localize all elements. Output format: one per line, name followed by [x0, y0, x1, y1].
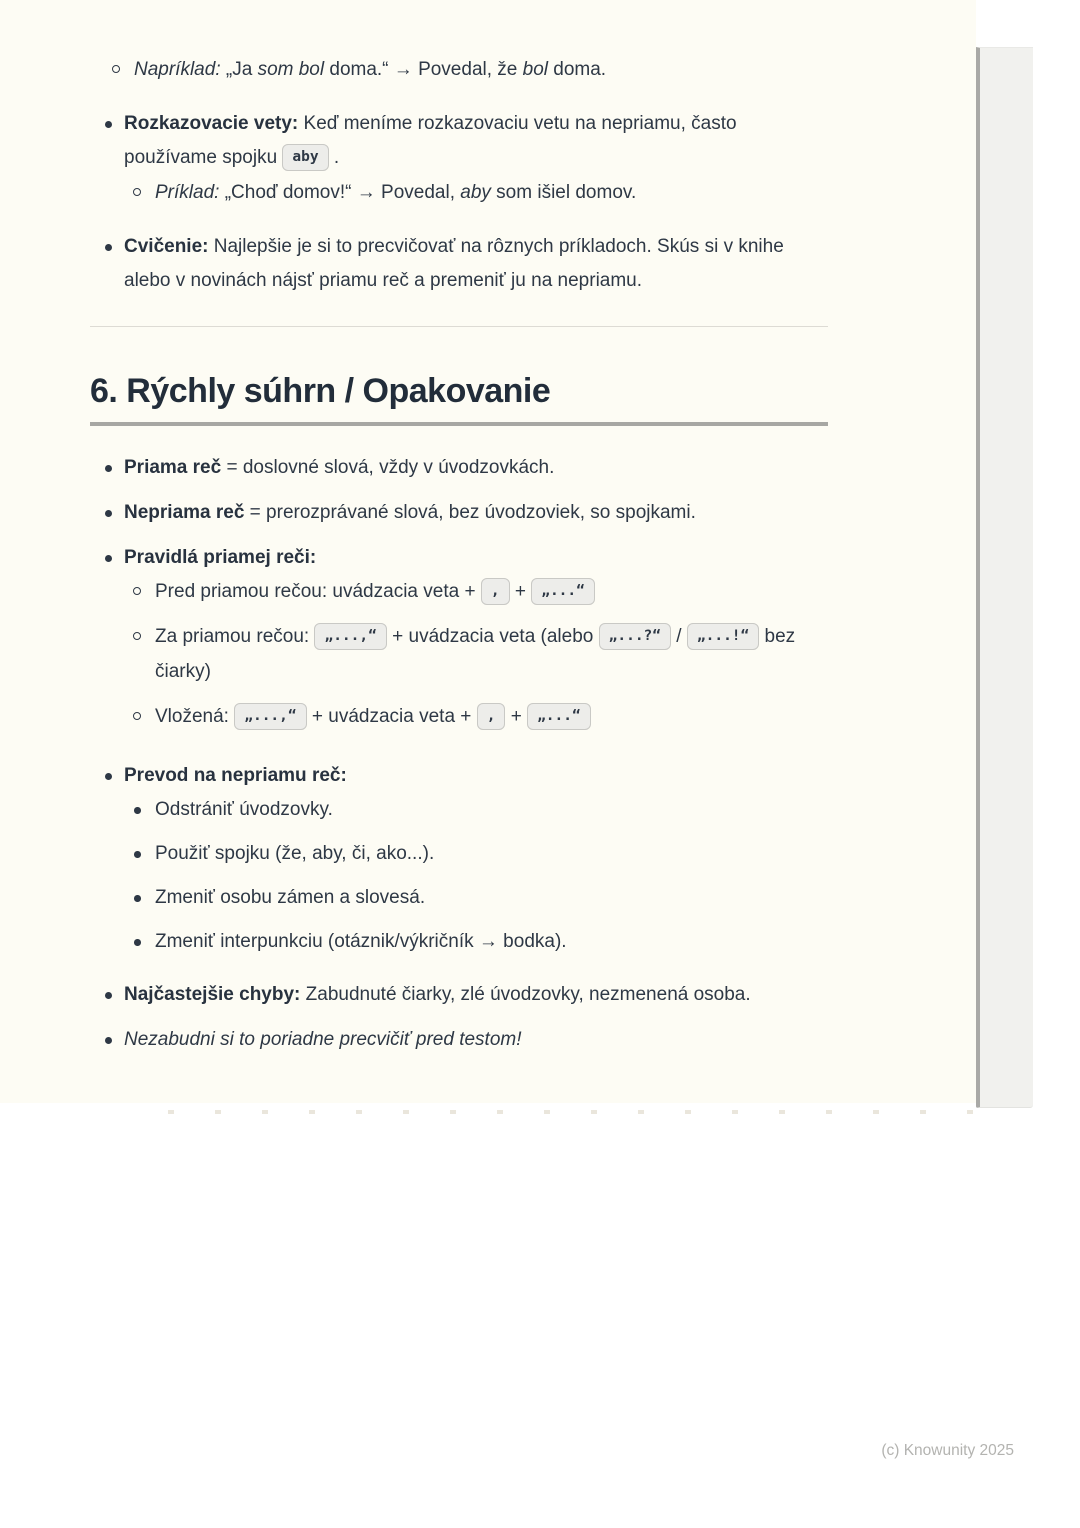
rule-inserted-text3: + — [505, 706, 528, 727]
example1-text3: doma. — [548, 59, 607, 80]
list-item-reminder — [103, 1023, 829, 1057]
example1-text2: doma.“ → Povedal, že — [324, 59, 523, 80]
list-item-direct-speech — [103, 451, 829, 485]
code-chip-quotes: „...“ — [531, 578, 595, 605]
example2-text: „Choď domov!“ → Povedal, — [219, 182, 461, 203]
intro-list — [103, 107, 829, 298]
direct-label: Priama reč — [124, 457, 222, 478]
exercise-text: Najlepšie je si to precvičovať na rôznych príkladoch. Skús si v knihe alebo v novinách nájsť priamu reč a premeniť ju na nepriamu. — [124, 236, 784, 291]
convert-label: Prevod na nepriamu reč: — [124, 765, 347, 786]
mistakes-label: Najčastejšie chyby: — [124, 984, 301, 1005]
indirect-label: Nepriama reč — [124, 502, 245, 523]
imperative-text: Keď meníme rozkazovaciu vetu na nepriamu, často používame spojku — [124, 113, 737, 168]
list-item-step2 — [133, 837, 829, 871]
list-item-step3 — [133, 881, 829, 915]
list-item-step4 — [133, 925, 829, 959]
code-chip-quote-comma2: „...,“ — [234, 703, 306, 730]
example1-text: „Ja — [220, 59, 258, 80]
list-item-example1 — [112, 53, 829, 87]
rules-sublist — [124, 575, 829, 735]
code-chip-quote-comma: „...,“ — [314, 623, 386, 650]
document-content — [90, 53, 829, 1057]
example2-italic: aby — [460, 182, 491, 203]
list-item-rule-inserted — [133, 700, 829, 735]
list-item-mistakes — [103, 978, 829, 1012]
list-item-rule-after — [133, 620, 829, 689]
rule-after-text4: bez čiarky) — [155, 626, 796, 682]
list-item-rule-before — [133, 575, 829, 610]
rule-before-text: Pred priamou rečou: uvádzacia veta + — [155, 581, 481, 602]
list-item-step1 — [133, 793, 829, 827]
rule-after-text2: + uvádzacia veta (alebo — [386, 626, 599, 647]
summary-list — [103, 451, 829, 1057]
example1-italic1: som bol — [257, 59, 325, 80]
list-item-rules — [103, 541, 829, 735]
code-chip-quote-exclaim: „...!“ — [687, 623, 759, 650]
rule-after-text3: / — [671, 626, 687, 647]
code-chip-aby: aby — [282, 144, 328, 171]
rule-inserted-text: Vložená: — [155, 706, 235, 727]
page-separator-dots — [168, 1110, 976, 1114]
code-chip-quotes2: „...“ — [527, 703, 591, 730]
imperative-label: Rozkazovacie vety: — [124, 113, 299, 134]
example2-label: Príklad: — [155, 182, 220, 203]
rule-before-text2: + — [509, 581, 532, 602]
list-item-example2 — [133, 176, 829, 210]
next-page-edge — [976, 47, 1033, 1108]
step4-text: Zmeniť interpunkciu (otáznik/výkričník → bodka). — [155, 931, 567, 952]
rules-label: Pravidlá priamej reči: — [124, 547, 317, 568]
code-chip-comma: , — [481, 578, 510, 605]
direct-text: = doslovné slová, vždy v úvodzovkách. — [221, 457, 555, 478]
example2-text2: som išiel domov. — [490, 182, 637, 203]
list-item-imperative — [103, 107, 829, 210]
imperative-sublist — [124, 176, 829, 210]
step2-text: Použiť spojku (že, aby, či, ako...). — [155, 843, 435, 864]
step3-text: Zmeniť osobu zámen a slovesá. — [155, 887, 426, 908]
list-item-indirect-speech — [103, 496, 829, 530]
rule-inserted-text2: + uvádzacia veta + — [306, 706, 477, 727]
section-heading-underline — [90, 369, 828, 426]
indirect-text: = prerozprávané slová, bez úvodzoviek, so spojkami. — [244, 502, 696, 523]
copyright-footer: (c) Knowunity 2025 — [881, 1442, 1014, 1459]
example-sublist — [103, 53, 829, 87]
example1-italic2: bol — [522, 59, 548, 80]
step1-text: Odstrániť úvodzovky. — [155, 799, 333, 820]
mistakes-text: Zabudnuté čiarky, zlé úvodzovky, nezmenená osoba. — [300, 984, 751, 1005]
section-heading: 6. Rýchly súhrn / Opakovanie — [90, 372, 551, 410]
example1-label: Napríklad: — [134, 59, 221, 80]
rule-after-text: Za priamou rečou: — [155, 626, 315, 647]
imperative-text2: . — [328, 147, 340, 168]
section-divider — [90, 326, 828, 327]
list-item-convert — [103, 759, 829, 959]
list-item-exercise — [103, 230, 829, 298]
code-chip-comma2: , — [477, 703, 506, 730]
code-chip-quote-question: „...?“ — [599, 623, 671, 650]
reminder-text: Nezabudni si to poriadne precvičiť pred testom! — [124, 1029, 522, 1050]
exercise-label: Cvičenie: — [124, 236, 209, 257]
convert-steps-list — [124, 793, 829, 959]
